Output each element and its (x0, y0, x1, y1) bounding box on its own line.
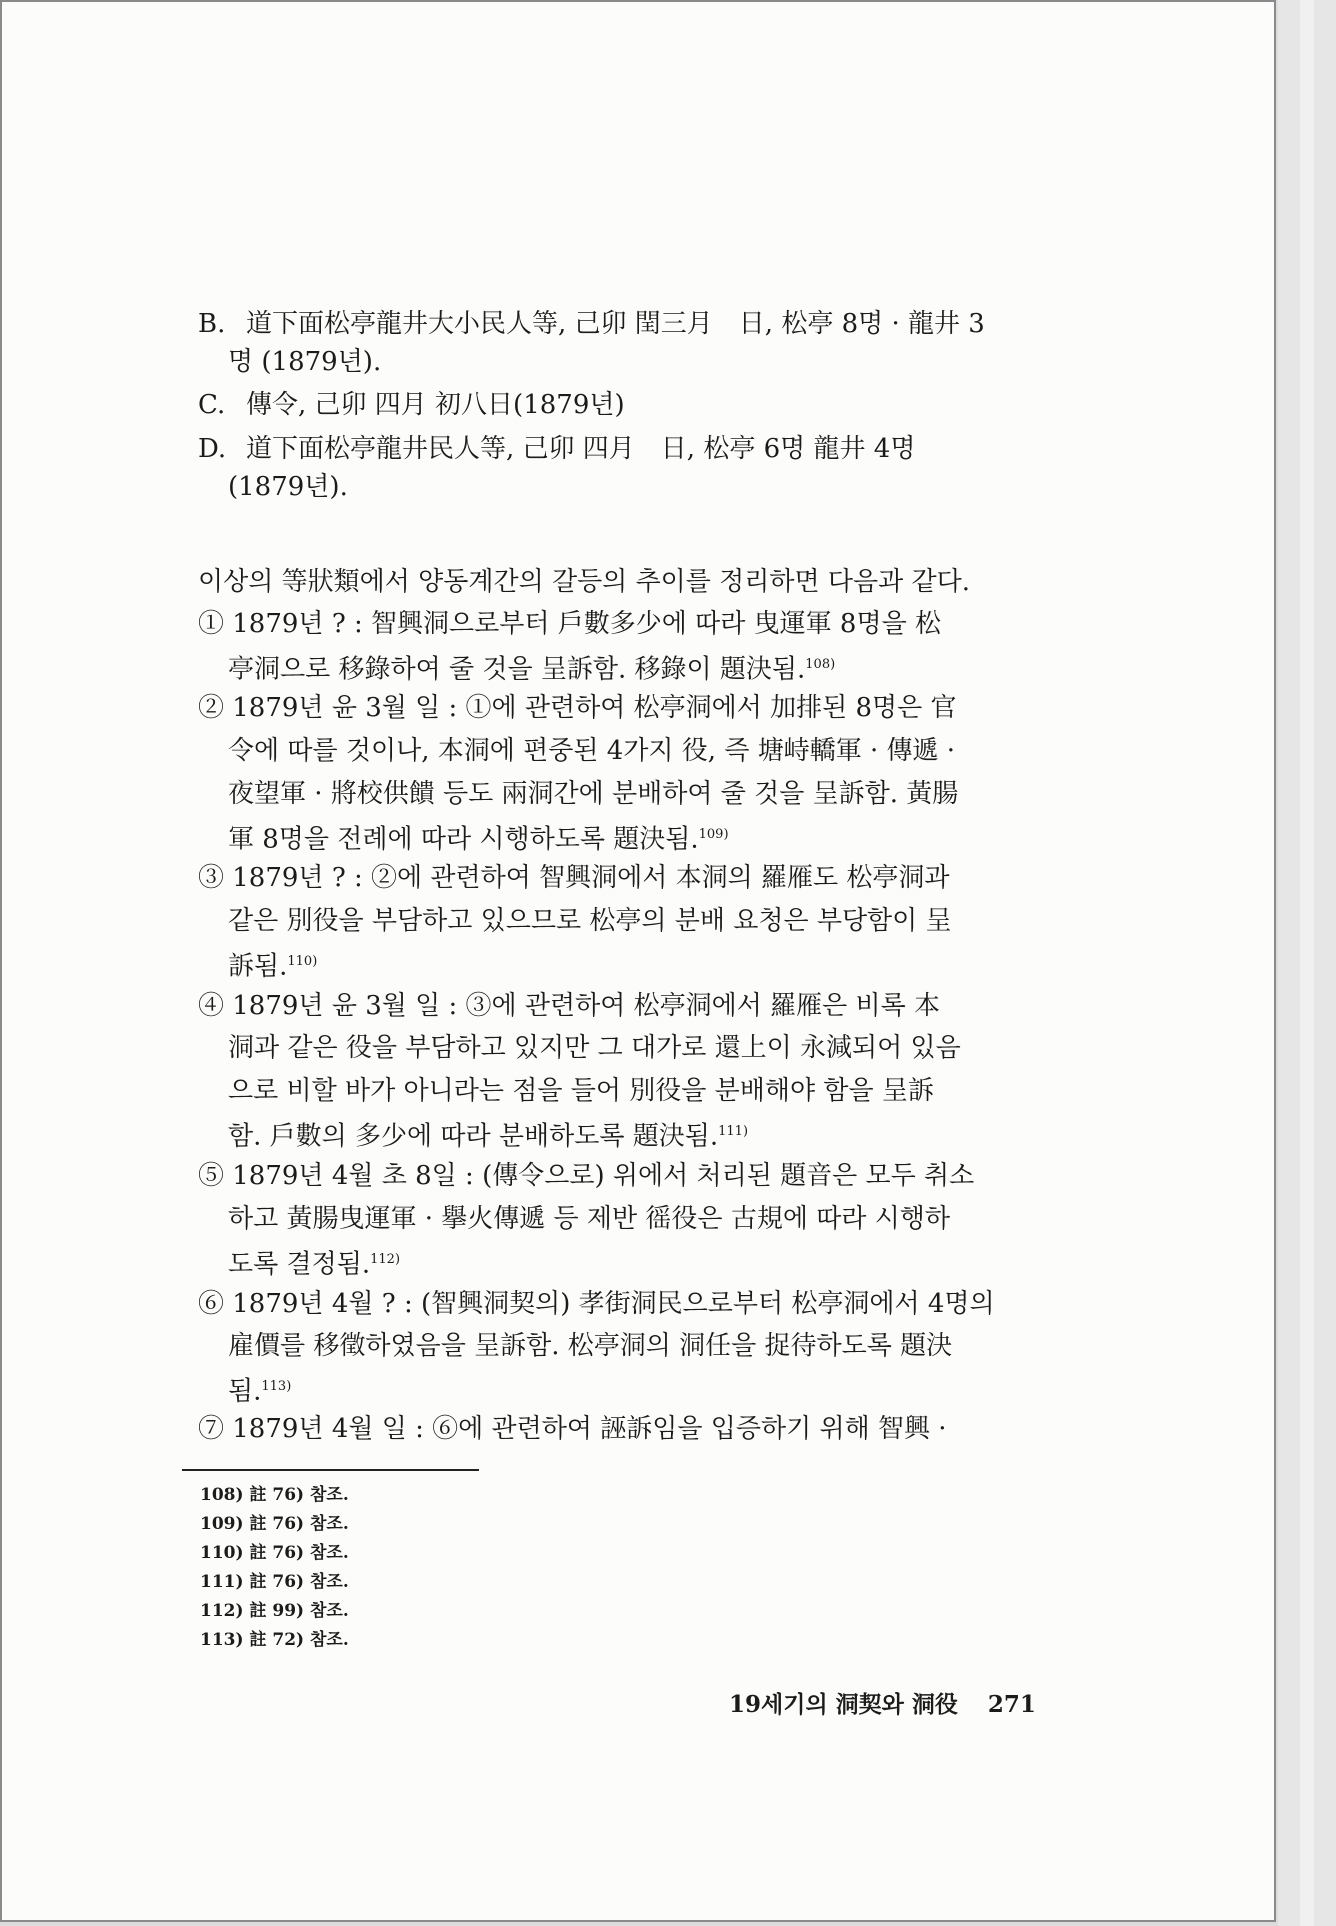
item-line (228, 1075, 934, 1107)
item-line-text: 으로 비할 바가 아니라는 점을 들어 別役을 분배해야 함을 呈訴 (228, 1076, 934, 1106)
item-line (228, 1116, 748, 1153)
item-line (228, 778, 958, 810)
item-line-text: ⑥ 1879년 4월 ? : (智興洞契의) 孝街洞民으로부터 松亭洞에서 4명의 (198, 1289, 995, 1319)
item-line (198, 1160, 974, 1192)
item-line-text: 令에 따를 것이나, 本洞에 편중된 4가지 役, 즉 塘峙轎軍 · 傳遞 · (228, 736, 956, 766)
item-line (198, 1413, 947, 1445)
item-line-text: 雇價를 移徵하였음을 呈訴함. 松亭洞의 洞任을 捉待하도록 題決 (228, 1331, 953, 1361)
item-line-text: 됨. (228, 1376, 262, 1407)
item-line (198, 608, 941, 640)
source-line-text: (1879년). (228, 472, 348, 502)
item-line-text: 訴됨. (228, 951, 288, 982)
item-line-text: 하고 黃腸曳運軍 · 擧火傳遞 등 제반 徭役은 古規에 따라 시행하 (228, 1204, 951, 1234)
item-line-text: ② 1879년 윤 3월 일 : ①에 관련하여 松亭洞에서 加排된 8명은 官 (198, 693, 957, 723)
footnote-ref: 108) (805, 657, 836, 672)
footnote-ref: 111) (718, 1124, 749, 1139)
footnote-ref: 113) (261, 1379, 292, 1394)
item-line (198, 692, 957, 724)
source-line (246, 433, 915, 465)
item-line-text: 洞과 같은 役을 부담하고 있지만 그 대가로 還上이 永減되어 있음 (228, 1033, 961, 1063)
item-line-text: ① 1879년 ? : 智興洞으로부터 戶數多少에 따라 曳運軍 8명을 松 (198, 609, 941, 639)
source-line (228, 346, 381, 378)
source-line (246, 308, 985, 340)
source-line-text: 道下面松亭龍井民人等, 己卯 四月 日, 松亭 6명 龍井 4명 (246, 434, 916, 464)
item-line (228, 819, 729, 856)
source-line (228, 471, 348, 503)
item-line (228, 1371, 291, 1408)
item-line (228, 905, 952, 937)
item-line (198, 1288, 995, 1320)
item-line (228, 735, 955, 767)
scrollbar-thumb[interactable] (1300, 0, 1314, 1926)
item-line (228, 946, 317, 983)
item-line (198, 862, 950, 894)
footnote-ref: 109) (698, 827, 729, 842)
source-label: B. (198, 309, 226, 339)
intro-paragraph (198, 566, 970, 598)
source-label: D. (198, 434, 227, 464)
item-line-text: ④ 1879년 윤 3월 일 : ③에 관련하여 松亭洞에서 羅雁은 비록 本 (198, 991, 941, 1021)
footnote: 110) 註 76) 참조. (200, 1543, 349, 1563)
item-line-text: 같은 別役을 부담하고 있으므로 松亭의 분배 요청은 부당함이 呈 (228, 906, 952, 936)
source-label: C. (198, 390, 226, 420)
source-line-text: 傳令, 己卯 四月 初八日(1879년) (246, 390, 625, 420)
page-number: 271 (987, 1691, 1036, 1718)
item-line-text: 亭洞으로 移錄하여 줄 것을 呈訴함. 移錄이 題決됨. (228, 654, 806, 685)
footer-title: 19세기의 洞契와 洞役 (729, 1691, 958, 1718)
item-line-text: 夜望軍 · 將校供饋 등도 兩洞간에 분배하여 줄 것을 呈訴함. 黃腸 (228, 779, 959, 809)
running-footer (729, 1686, 1036, 1719)
item-line-text: 軍 8명을 전례에 따라 시행하도록 題決됨. (228, 824, 699, 855)
item-line (228, 1203, 950, 1235)
source-line-text: 명 (1879년). (228, 347, 382, 377)
intro-paragraph-text: 이상의 等狀類에서 양동계간의 갈등의 추이를 정리하면 다음과 같다. (198, 567, 971, 597)
footnote: 112) 註 99) 참조. (200, 1601, 349, 1621)
item-line-text: ⑦ 1879년 4월 일 : ⑥에 관련하여 誣訴임을 입증하기 위해 智興 · (198, 1414, 947, 1444)
source-line (246, 389, 625, 421)
footnote: 109) 註 76) 참조. (200, 1514, 349, 1534)
item-line (228, 1032, 961, 1064)
item-line-text: 도록 결정됨. (228, 1249, 371, 1280)
item-line (228, 649, 835, 686)
footnote: 108) 註 76) 참조. (200, 1485, 349, 1505)
item-line-text: ⑤ 1879년 4월 초 8일 : (傳令으로) 위에서 처리된 題音은 모두 취소 (198, 1161, 975, 1191)
item-line-text: 함. 戶數의 多少에 따라 분배하도록 題決됨. (228, 1121, 719, 1152)
item-line (228, 1330, 952, 1362)
source-line-text: 道下面松亭龍井大小民人等, 己卯 閏三月 日, 松亭 8명 · 龍井 3 (246, 309, 985, 339)
footnote: 111) 註 76) 참조. (200, 1572, 349, 1592)
item-line-text: ③ 1879년 ? : ②에 관련하여 智興洞에서 本洞의 羅雁도 松亭洞과 (198, 863, 950, 893)
footnote-rule (182, 1469, 479, 1471)
footnote: 113) 註 72) 참조. (200, 1630, 349, 1650)
item-line (228, 1244, 400, 1281)
footnote-ref: 112) (370, 1252, 401, 1267)
footnote-ref: 110) (287, 954, 318, 969)
scrollbar-track[interactable] (1278, 0, 1336, 1926)
item-line (198, 990, 940, 1022)
